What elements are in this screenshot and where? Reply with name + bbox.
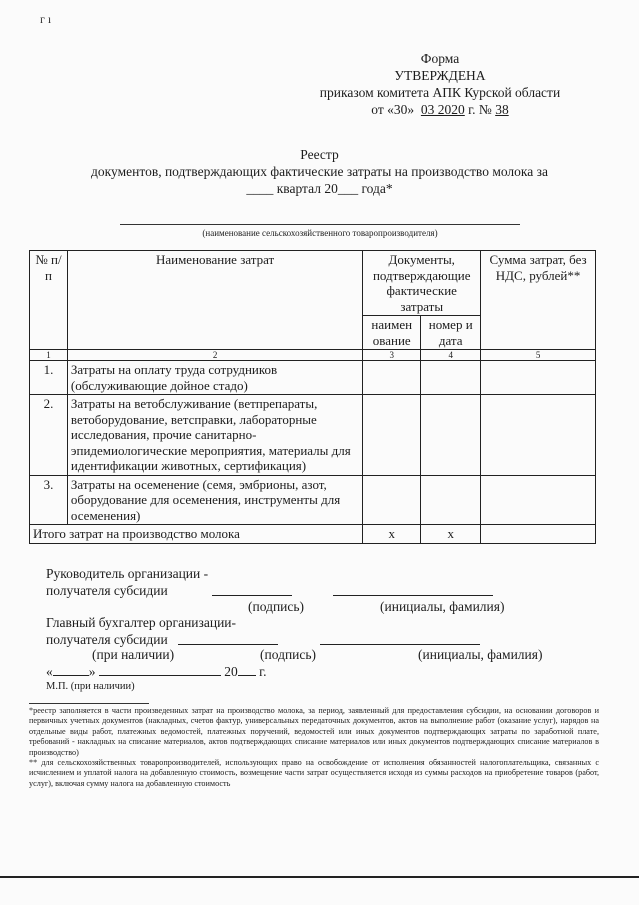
order-date-line xyxy=(300,101,580,118)
table-row xyxy=(30,475,596,525)
footnote-separator xyxy=(29,703,149,704)
row-doc-name xyxy=(363,395,421,476)
row-name: Затраты на осеменение (семя, эмбрионы, азот, оборудование для осеменения, инструменты для осеменения) xyxy=(67,475,362,525)
header-docs-number: номер и дата xyxy=(421,316,481,350)
head-signature-caption: (подпись) xyxy=(248,599,305,614)
header-num: № п/п xyxy=(30,251,68,350)
accountant-signature-field[interactable] xyxy=(178,632,278,645)
document-title xyxy=(0,146,639,197)
total-sum xyxy=(481,525,596,544)
table-row xyxy=(30,395,596,476)
header-sum: Сумма затрат, без НДС, рублей** xyxy=(481,251,596,350)
row-doc-name xyxy=(363,475,421,525)
producer-caption: (наименование сельскохозяйственного товаропроизводителя) xyxy=(202,228,438,238)
row-sum xyxy=(481,395,596,476)
head-name-field[interactable] xyxy=(333,583,493,596)
page-bottom-rule xyxy=(0,876,639,878)
row-name: Затраты на ветобслуживание (ветпрепараты, ветоборудование, ветсправки, лабораторные исследования, прочие санитарно-эпидемиологические мероприятия, материалы для идентификации животных, сертификация) xyxy=(67,395,362,476)
date-year-field[interactable] xyxy=(238,663,256,676)
title-line-1: Реестр xyxy=(300,147,339,162)
row-doc-number xyxy=(421,395,481,476)
col-number: 5 xyxy=(481,350,596,361)
date-close-quote: » xyxy=(88,664,96,679)
row-doc-number xyxy=(421,475,481,525)
order-number-label: г. № xyxy=(468,102,492,117)
total-col3: х xyxy=(363,525,421,544)
header-name: Наименование затрат xyxy=(67,251,362,350)
approved-label: УТВЕРЖДЕНА xyxy=(394,68,486,83)
head-initials-caption: (инициалы, фамилия) xyxy=(380,599,505,614)
order-date-prefix: от «30» xyxy=(371,102,415,117)
date-open-quote: « xyxy=(46,664,53,679)
row-name: Затраты на оплату труда сотрудников (обслуживающие дойное стадо) xyxy=(67,361,362,395)
total-row xyxy=(30,525,596,544)
head-signature-label xyxy=(46,565,208,599)
producer-name-line xyxy=(120,224,520,225)
accountant-signature-caption: (подпись) xyxy=(260,647,317,662)
total-label: Итого затрат на производство молока xyxy=(30,525,363,544)
row-sum xyxy=(481,361,596,395)
head-signature-field[interactable] xyxy=(212,583,292,596)
head-label-1: Руководитель организации - xyxy=(46,566,209,581)
order-label: приказом комитета АПК Курской области xyxy=(319,85,561,100)
approval-header xyxy=(300,50,580,118)
costs-table xyxy=(29,250,596,544)
footnotes xyxy=(29,706,599,789)
date-year-prefix: 20 xyxy=(224,664,238,679)
header-docs: Документы, подтверждающие фактические затраты xyxy=(363,251,481,316)
header-docs-name: наимен ование xyxy=(363,316,421,350)
total-col4: х xyxy=(421,525,481,544)
row-doc-name xyxy=(363,361,421,395)
col-number: 4 xyxy=(421,350,481,361)
footnote-1: *реестр заполняется в части произведенных затрат на производство молока, за период, заявленный для предоставления субсидии, на основании договоров и первичных учетных документов (накладных, счетов фактур, универсальных передаточных документов, актов на выполнение работ (оказание услуг), нарядов на отдельные виды работ, платежных ведомостей, платежных поручений, ведомостей или иных документов подтверждающих затраты по заработной плате, требований - накладных на списание материалов, актов подтверждающих списание материалов или иных документов подтверждающих списание материалов в производство) xyxy=(29,706,599,757)
row-num: 1. xyxy=(30,361,68,395)
column-numbers-row xyxy=(30,350,596,361)
date-line xyxy=(46,663,267,680)
scan-corner-marks: г ı xyxy=(40,12,52,26)
accountant-name-field[interactable] xyxy=(320,632,480,645)
order-number: 38 xyxy=(495,102,509,117)
accountant-label-2: получателя субсидии xyxy=(46,632,168,647)
col-number: 3 xyxy=(363,350,421,361)
head-label-2: получателя субсидии xyxy=(46,583,168,598)
date-year-suffix: г. xyxy=(259,664,267,679)
date-month-field[interactable] xyxy=(99,663,221,676)
row-num: 3. xyxy=(30,475,68,525)
order-date: 03 2020 xyxy=(420,102,465,117)
col-number: 2 xyxy=(67,350,362,361)
accountant-label-1: Главный бухгалтер организации- xyxy=(46,615,237,630)
form-label: Форма xyxy=(420,51,460,66)
accountant-initials-caption: (инициалы, фамилия) xyxy=(418,647,543,662)
row-sum xyxy=(481,475,596,525)
footnote-2: ** для сельскохозяйственных товаропроизводителей, использующих право на освобождение от исполнения обязанностей налогоплательщика, связанных с исчислением и уплатой налога на добавленную стоимость, возмещение части затрат осуществляется исходя из суммы расходов на приобретение товаров (работ, услуг), включая сумму налога на добавленную стоимость xyxy=(29,758,599,788)
table-header-row xyxy=(30,251,596,316)
row-num: 2. xyxy=(30,395,68,476)
title-line-2: документов, подтверждающих фактические затраты на производство молока за xyxy=(91,164,548,179)
col-number: 1 xyxy=(30,350,68,361)
title-line-3: ____ квартал 20___ года* xyxy=(246,181,393,196)
date-day-field[interactable] xyxy=(53,663,89,676)
stamp-place-label: М.П. (при наличии) xyxy=(46,681,135,692)
accountant-optional-caption: (при наличии) xyxy=(92,647,175,662)
row-doc-number xyxy=(421,361,481,395)
table-row xyxy=(30,361,596,395)
